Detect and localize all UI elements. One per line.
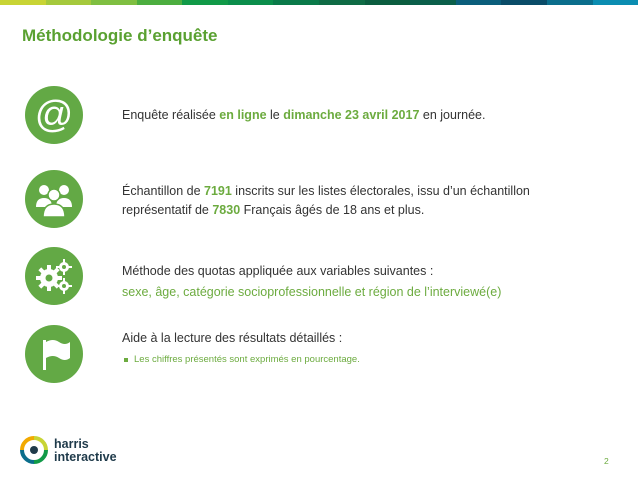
svg-text:@: @: [34, 94, 74, 136]
top-bar-segment: [410, 0, 456, 5]
at-icon: [25, 86, 83, 144]
sample-text: [122, 182, 530, 220]
sample-line-1: Échantillon de 7191 inscrits sur les listes électorales, issu d’un échantillon: [122, 184, 530, 198]
top-color-bar: [0, 0, 638, 5]
top-bar-segment: [46, 0, 92, 5]
top-bar-segment: [91, 0, 137, 5]
quota-method-text: [122, 262, 501, 302]
reading-help-heading: Aide à la lecture des résultats détaillés :: [122, 331, 343, 345]
logo-mark-icon: [20, 436, 48, 466]
page-number: 2: [604, 456, 609, 466]
flag-icon: [25, 325, 83, 383]
people-icon: [25, 170, 83, 228]
top-bar-segment: [273, 0, 319, 5]
quota-variables: sexe, âge, catégorie socioprofessionnelle et région de l’interviewé(e): [122, 285, 502, 299]
page-title: Méthodologie d’enquête: [22, 26, 218, 45]
top-bar-segment: [365, 0, 411, 5]
sample-line-2: représentatif de 7830 Français âgés de 18 ans et plus.: [122, 203, 425, 217]
top-bar-segment: [0, 0, 46, 5]
bullet-square-icon: [124, 358, 128, 362]
top-bar-segment: [228, 0, 274, 5]
survey-mode-text: Enquête réalisée en ligne le dimanche 23 avril 2017 en journée.: [122, 108, 486, 122]
top-bar-segment: [501, 0, 547, 5]
date-highlight: dimanche 23 avril 2017: [283, 108, 420, 122]
top-bar-segment: [456, 0, 502, 5]
sample-size-highlight: 7191: [204, 184, 232, 198]
top-bar-segment: [137, 0, 183, 5]
top-bar-segment: [182, 0, 228, 5]
reading-help-bullet: Les chiffres présentés sont exprimés en pourcentage.: [124, 350, 360, 369]
base-size-highlight: 7830: [212, 203, 241, 217]
harris-interactive-logo: [20, 436, 117, 466]
reading-help-text: [122, 329, 360, 369]
quota-line-1: Méthode des quotas appliquée aux variables suivantes :: [122, 264, 434, 278]
top-bar-segment: [593, 0, 638, 5]
logo-text: harris interactive: [54, 437, 117, 464]
top-bar-segment: [319, 0, 365, 5]
gears-icon: [25, 247, 83, 305]
mode-highlight: en ligne: [219, 108, 267, 122]
top-bar-segment: [547, 0, 593, 5]
